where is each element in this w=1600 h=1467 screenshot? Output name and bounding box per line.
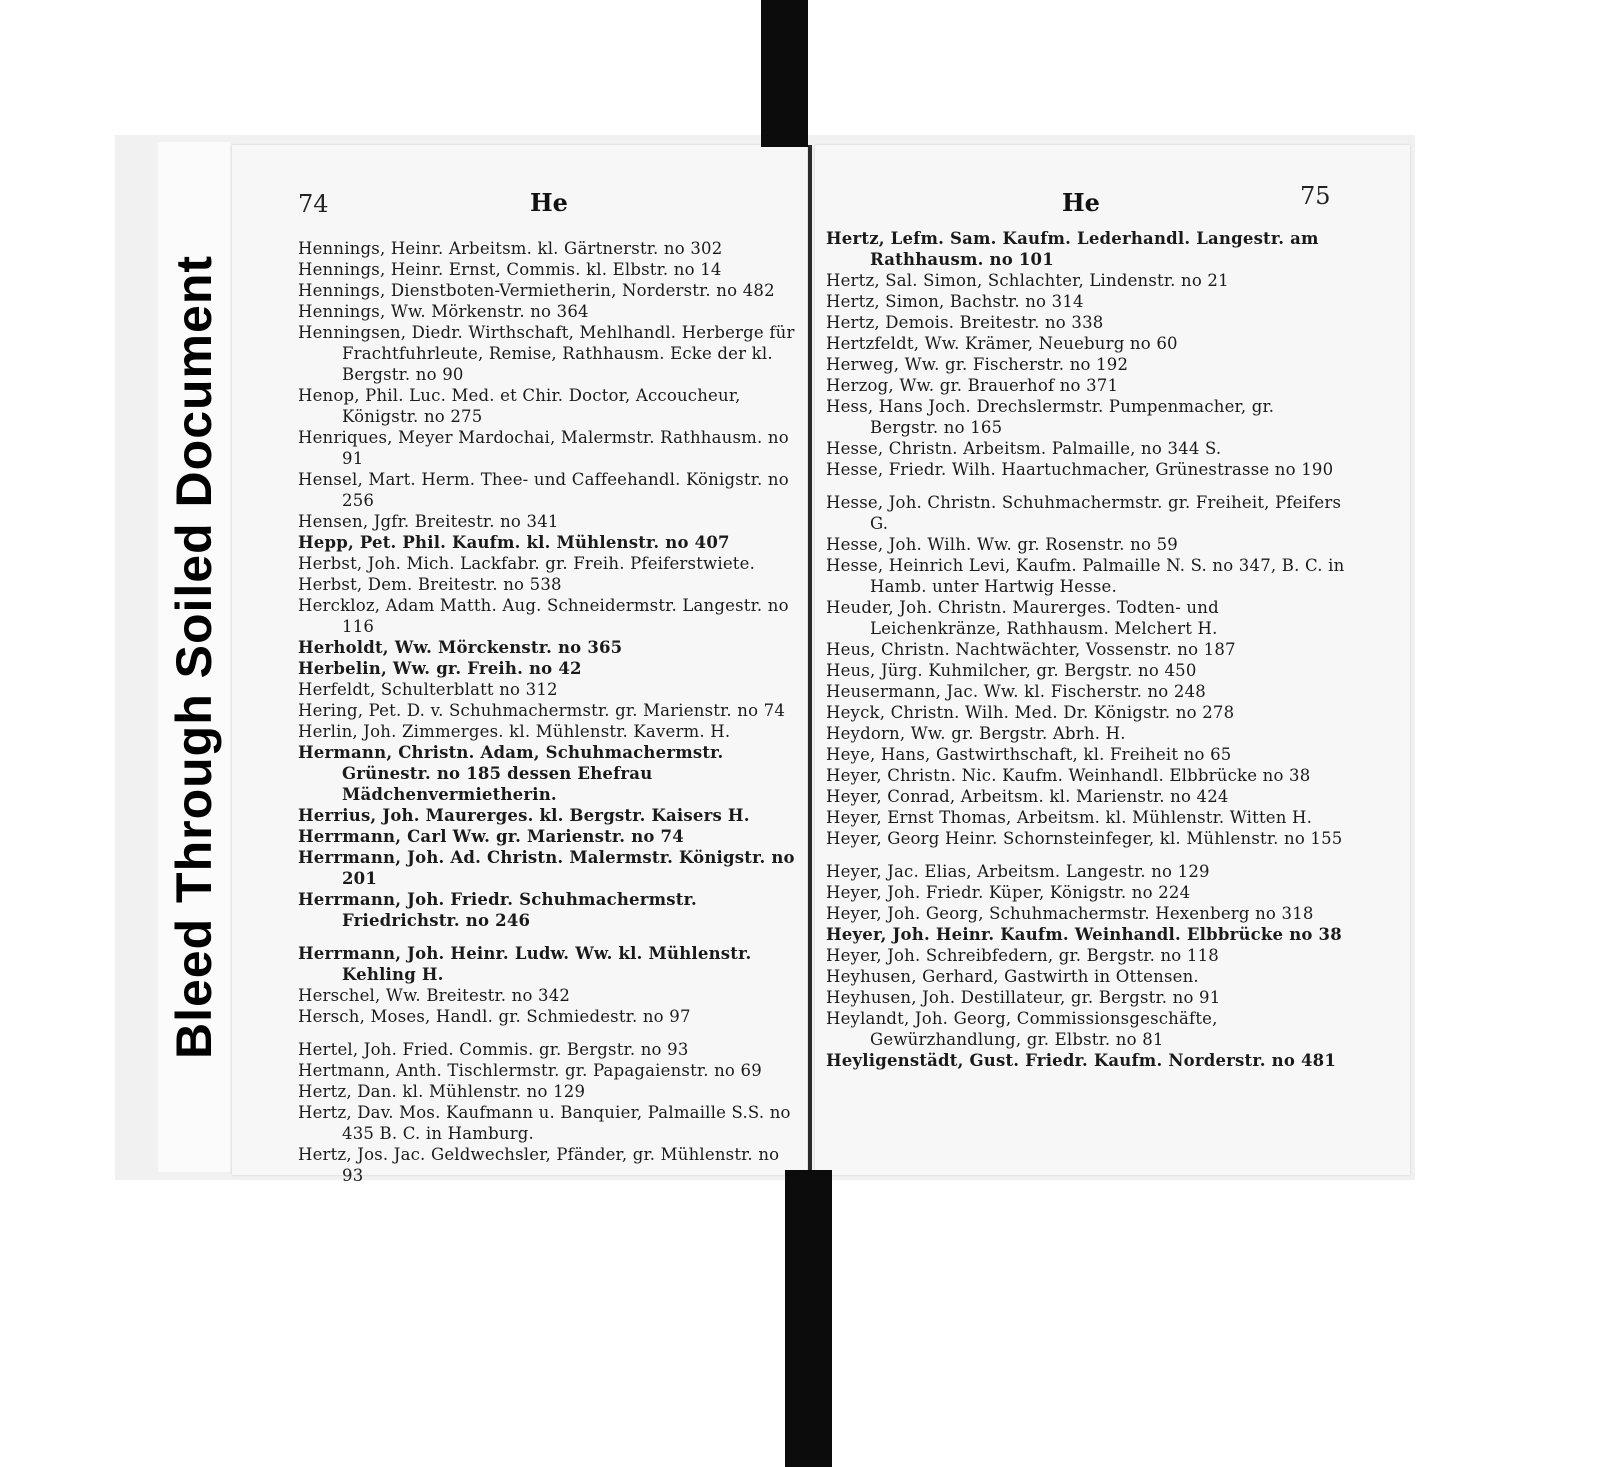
directory-entry: Herzog, Ww. gr. Brauerhof no 371 [826,376,1119,395]
directory-entry: Hesse, Joh. Wilh. Ww. gr. Rosenstr. no 59 [826,535,1178,554]
directory-entry: Herschel, Ww. Breitestr. no 342 [298,986,571,1005]
directory-entry: Herrius, Joh. Maurerges. kl. Bergstr. Kaisers H. [298,806,750,825]
top-tape-strip [761,0,808,147]
directory-entry: Henop, Phil. Luc. Med. et Chir. Doctor, Accoucheur, Königstr. no 275 [298,386,741,426]
right-page-heading: He [1062,188,1100,217]
directory-entry: Herbelin, Ww. gr. Freih. no 42 [298,659,582,678]
directory-entry: Heyer, Joh. Friedr. Küper, Königstr. no 224 [826,883,1191,902]
directory-entry: Hertz, Dan. kl. Mühlenstr. no 129 [298,1082,586,1101]
condition-label-text: Bleed Through Soiled Document [166,254,222,1060]
directory-entry: Hesse, Friedr. Wilh. Haartuchmacher, Grünestrasse no 190 [826,460,1334,479]
directory-entry: Herfeldt, Schulterblatt no 312 [298,680,558,699]
directory-entry: Heyck, Christn. Wilh. Med. Dr. Königstr. no 278 [826,703,1235,722]
left-page-number: 74 [298,190,329,218]
directory-entry: Hertel, Joh. Fried. Commis. gr. Bergstr. no 93 [298,1040,689,1059]
directory-entry: Hess, Hans Joch. Drechslermstr. Pumpenmacher, gr. Bergstr. no 165 [826,397,1275,437]
directory-entry: Heus, Jürg. Kuhmilcher, gr. Bergstr. no 450 [826,661,1197,680]
directory-entry: Hesse, Heinrich Levi, Kaufm. Palmaille N. S. no 347, B. C. in Hamb. unter Hartwig Hesse. [826,556,1345,596]
directory-entry: Hermann, Christn. Adam, Schuhmachermstr. Grünestr. no 185 dessen Ehefrau Mädchenvermietherin. [298,743,724,804]
directory-entry: Herweg, Ww. gr. Fischerstr. no 192 [826,355,1129,374]
directory-entry: Hertmann, Anth. Tischlermstr. gr. Papagaienstr. no 69 [298,1061,762,1080]
directory-entry: Hersch, Moses, Handl. gr. Schmiedestr. no 97 [298,1007,691,1026]
directory-entry: Hennings, Dienstboten-Vermietherin, Norderstr. no 482 [298,281,775,300]
directory-entry: Heyer, Joh. Heinr. Kaufm. Weinhandl. Elbbrücke no 38 [826,925,1342,944]
directory-entry: Herlin, Joh. Zimmerges. kl. Mühlenstr. Kaverm. H. [298,722,731,741]
directory-entry: Hennings, Heinr. Ernst, Commis. kl. Elbstr. no 14 [298,260,722,279]
directory-entry: Heyhusen, Joh. Destillateur, gr. Bergstr. no 91 [826,988,1221,1007]
right-page-number: 75 [1300,182,1331,210]
directory-entry: Heyer, Joh. Georg, Schuhmachermstr. Hexenberg no 318 [826,904,1314,923]
directory-entry: Heylandt, Joh. Georg, Commissionsgeschäfte, Gewürzhandlung, gr. Elbstr. no 81 [826,1009,1218,1049]
directory-entry: Herbst, Dem. Breitestr. no 538 [298,575,562,594]
directory-entry: Heyer, Ernst Thomas, Arbeitsm. kl. Mühlenstr. Witten H. [826,808,1313,827]
directory-entry: Hertz, Lefm. Sam. Kaufm. Lederhandl. Langestr. am Rathhausm. no 101 [826,229,1319,269]
directory-entry: Hennings, Heinr. Arbeitsm. kl. Gärtnerstr. no 302 [298,239,723,258]
book-gutter [808,145,812,1175]
directory-entry: Herckloz, Adam Matth. Aug. Schneidermstr. Langestr. no 116 [298,596,789,636]
directory-entry: Herrmann, Joh. Friedr. Schuhmachermstr. Friedrichstr. no 246 [298,890,697,930]
directory-entry: Herrmann, Carl Ww. gr. Marienstr. no 74 [298,827,684,846]
directory-entry: Heusermann, Jac. Ww. kl. Fischerstr. no 248 [826,682,1206,701]
directory-entry: Hepp, Pet. Phil. Kaufm. kl. Mühlenstr. no 407 [298,533,730,552]
directory-entry: Hertz, Demois. Breitestr. no 338 [826,313,1104,332]
directory-entry: Heyligenstädt, Gust. Friedr. Kaufm. Norderstr. no 481 [826,1051,1337,1070]
directory-entry: Hensen, Jgfr. Breitestr. no 341 [298,512,559,531]
document-condition-label [158,142,230,1172]
directory-entry: Hering, Pet. D. v. Schuhmachermstr. gr. Marienstr. no 74 [298,701,786,720]
directory-entry: Henningsen, Diedr. Wirthschaft, Mehlhandl. Herberge für Frachtfuhrleute, Remise, Rathhausm. Ecke der kl. Bergstr. no 90 [298,323,795,384]
directory-entry: Heyer, Jac. Elias, Arbeitsm. Langestr. no 129 [826,862,1210,881]
directory-entry: Henriques, Meyer Mardochai, Malermstr. Rathhausm. no 91 [298,428,789,468]
directory-entry: Hesse, Joh. Christn. Schuhmachermstr. gr. Freiheit, Pfeifers G. [826,493,1342,533]
directory-entry: Heyer, Georg Heinr. Schornsteinfeger, kl. Mühlenstr. no 155 [826,829,1343,848]
directory-entry: Heye, Hans, Gastwirthschaft, kl. Freiheit no 65 [826,745,1232,764]
directory-entry: Hertz, Jos. Jac. Geldwechsler, Pfänder, gr. Mühlenstr. no 93 [298,1145,780,1185]
directory-entry: Heydorn, Ww. gr. Bergstr. Abrh. H. [826,724,1126,743]
left-page-heading: He [530,188,568,217]
directory-entry: Hertz, Sal. Simon, Schlachter, Lindenstr. no 21 [826,271,1229,290]
directory-entry: Herholdt, Ww. Mörckenstr. no 365 [298,638,623,657]
directory-entry: Herbst, Joh. Mich. Lackfabr. gr. Freih. Pfeiferstwiete. [298,554,756,573]
directory-entry: Hertz, Dav. Mos. Kaufmann u. Banquier, Palmaille S.S. no 435 B. C. in Hamburg. [298,1103,791,1143]
directory-entry: Herrmann, Joh. Ad. Christn. Malermstr. Königstr. no 201 [298,848,795,888]
directory-entry: Hensel, Mart. Herm. Thee- und Caffeehandl. Königstr. no 256 [298,470,789,510]
directory-entry: Hertzfeldt, Ww. Krämer, Neueburg no 60 [826,334,1178,353]
directory-entry: Heyhusen, Gerhard, Gastwirth in Ottensen. [826,967,1199,986]
directory-entry: Heus, Christn. Nachtwächter, Vossenstr. no 187 [826,640,1236,659]
bottom-tape-strip [785,1170,832,1467]
directory-entry: Hertz, Simon, Bachstr. no 314 [826,292,1084,311]
left-entry-list [298,238,803,1186]
directory-entry: Herrmann, Joh. Heinr. Ludw. Ww. kl. Mühlenstr. Kehling H. [298,944,752,984]
right-entry-list [826,228,1346,1071]
directory-entry: Heyer, Joh. Schreibfedern, gr. Bergstr. no 118 [826,946,1219,965]
directory-entry: Heuder, Joh. Christn. Maurerges. Todten- und Leichenkränze, Rathhausm. Melchert H. [826,598,1219,638]
directory-entry: Heyer, Christn. Nic. Kaufm. Weinhandl. Elbbrücke no 38 [826,766,1311,785]
directory-entry: Hesse, Christn. Arbeitsm. Palmaille, no 344 S. [826,439,1222,458]
directory-entry: Heyer, Conrad, Arbeitsm. kl. Marienstr. no 424 [826,787,1229,806]
directory-entry: Hennings, Ww. Mörkenstr. no 364 [298,302,589,321]
